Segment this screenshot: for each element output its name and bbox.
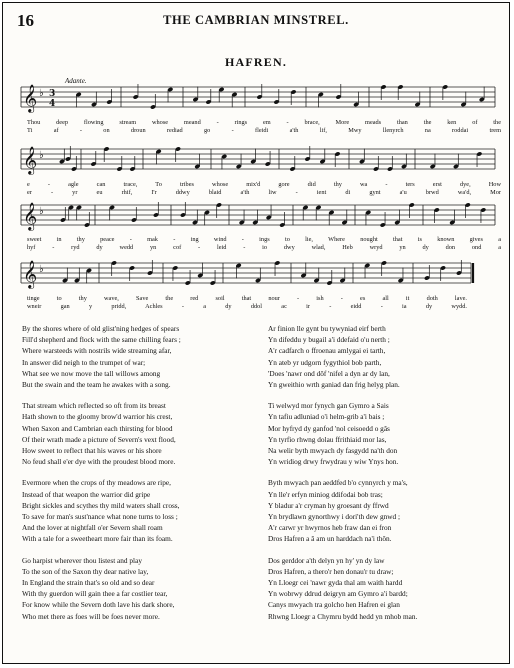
verse-line: Yn brydlawn gynorthwy i dori'th dew gnwd ;	[268, 512, 401, 522]
english-verses	[22, 323, 181, 632]
verse-line: Ar finion lle gynt bu tywyniad eirf berth	[268, 324, 386, 333]
verse-line: Yn lle'r erfyn miniog ddifodai bob tras;	[268, 489, 383, 499]
english-stanza-4	[22, 555, 181, 622]
verse-line: And the lover at nightfall o'er Severn shall roam	[22, 523, 163, 533]
treble-clef-icon: 𝄞	[23, 202, 38, 230]
verse-line: Yn wridiog drwy frwydrau y wiw Ynys hon.	[268, 457, 399, 467]
treble-clef-icon: 𝄞	[23, 146, 38, 174]
page-number: 16	[17, 11, 34, 30]
english-stanza-1	[22, 323, 181, 390]
lyric-welsh-2: er - yr eu rhif, I'r ddwy blaid a'th liw - ient di gynt a'u brwd wa'd, Mor	[27, 189, 501, 196]
verse-line: Yn tafiu adluniad o'i helm-grib a'i bais ;	[268, 412, 385, 422]
verse-line: Of their wrath made a picture of Severn's vext flood,	[22, 434, 176, 444]
lyric-english-2: e - agle can trace, To tribes whose mix'd gore did thy wa - ters erst dye, How	[27, 181, 501, 188]
time-signature: 4	[49, 99, 56, 109]
verse-line: Dros Hafren a â am un harddach na'i thôn.	[268, 534, 392, 544]
lyric-welsh-3: hyf - ryd dy wedd yn cof - leid - io dwy wlad, Heb wryd yn dy don ond a	[27, 244, 501, 251]
verse-line: Yn gweithio wrth ganiad dan frig helyg plan.	[268, 380, 400, 390]
verse-line: Instead of that weapon the warrior did gripe	[22, 489, 151, 499]
verse-line: Rhwng Lloegr a Chymru bydd hedd yn mhob man.	[268, 611, 418, 621]
verse-line: Canys mwyach tra golcho hen Hafren ei glan	[268, 600, 400, 610]
tempo-marking: Adante.	[65, 77, 87, 85]
verse-line: By the shores where of old glist'ning hedges of spears	[22, 324, 180, 333]
welsh-stanza-4	[268, 555, 417, 622]
verse-line: Na welir byth mwyach dy fasgydd na'th don	[268, 446, 398, 456]
flat-icon: ♭	[39, 88, 44, 99]
verse-line: Evermore when the crops of thy meadows are ripe,	[22, 478, 171, 488]
welsh-verses	[268, 323, 417, 632]
verse-line: For know while the Severn doth lave his dark shore,	[22, 600, 175, 610]
lyric-welsh-4: wneir gan y pridd, Achles - a dy ddol ac ir - eidd - ia dy wydd.	[27, 303, 467, 310]
welsh-stanza-3	[268, 477, 417, 544]
verse-line: Dros Hafren, a thero'r hen donau'r tu draw;	[268, 566, 394, 576]
verse-line: But the swain and the team he awakes with a song.	[22, 380, 171, 390]
verse-line: Byth mwyach pan aeddfed b'o cynnyrch y ma's,	[268, 478, 408, 488]
lyric-english-4: tinge to thy wave, Save the red soil that nour - ish - es all it doth lave.	[27, 295, 467, 302]
running-title: THE CAMBRIAN MINSTREL.	[163, 13, 349, 27]
music-score	[3, 3, 511, 333]
flat-icon: ♭	[39, 150, 44, 161]
verse-line: What see we now move the tall willows among	[22, 368, 161, 378]
verse-line: No feud shall e'er dye with the proudest blood more.	[22, 457, 176, 467]
lyric-english-3: sweet in thy peace - mak - ing wind - ings to lie, Where nought that is known gives a	[27, 236, 501, 243]
verse-line: Bright sickles and scythes thy mild waters shall cross,	[22, 500, 180, 510]
verse-line: Yn difeddu y bugail a'i ddefaid o'u nerth ;	[268, 335, 390, 345]
verse-line: When Saxon and Cambrian each thirsting for blood	[22, 423, 173, 433]
verse-line: That stream which reflected so oft from its breast	[22, 401, 166, 411]
verse-line: 'Does 'nawr ond dôf 'nifel a dyn ar dy lan,	[268, 368, 390, 378]
english-stanza-3	[22, 477, 181, 544]
treble-clef-icon: 𝄞	[23, 260, 38, 288]
verse-line: In England the strain that's so old and so dear	[22, 578, 155, 588]
verse-line: Where warsteeds with nostrils wide streaming afar,	[22, 346, 172, 356]
welsh-stanza-1	[268, 323, 417, 390]
verse-line: Y bladur a'r cryman hy groesant dy ffrwd	[268, 500, 389, 510]
verse-line: Go harpist wherever thou listest and play	[22, 555, 142, 565]
verse-line: Fill'd shepherd and flock with the same chilling fears ;	[22, 335, 181, 345]
verse-line: A'r carwr yr hwyrnos heb fraw dan ei fron	[268, 523, 392, 533]
verse-line: Yn ateb yr udgorn fygythiol bob parth,	[268, 357, 382, 367]
english-stanza-2	[22, 400, 181, 467]
verse-line: Yn Lloegr cei 'nawr gyda thal am waith hardd	[268, 578, 403, 588]
verse-line: Yn wobrwy ddrud deigryn am Gymro a'i bardd;	[268, 589, 408, 599]
verse-line: Dos gerddor a'th delyn yn hy' yn dy law	[268, 555, 385, 565]
verse-line: In answer did neigh to the trumpet of war;	[22, 357, 146, 367]
verse-line: To save for man's sust'nance what none turns to loss ;	[22, 512, 178, 522]
flat-icon: ♭	[39, 264, 44, 275]
welsh-stanza-2	[268, 400, 417, 467]
verse-line: Mor hyfryd dy ganfod 'nol ceisoedd o gâs	[268, 423, 390, 433]
verse-line: With thy guerdon will gain thee a far costlier tear,	[22, 589, 168, 599]
verse-line: To the son of the Saxon thy dear native lay,	[22, 566, 149, 576]
lyric-welsh-1: Ti af - on droun rediad go - fleidi a'th lif, Mwy llenyrch na roddai trem	[27, 127, 501, 134]
verse-line: How sweet to reflect that his waves or his shore	[22, 446, 162, 456]
treble-clef-icon: 𝄞	[23, 84, 38, 112]
lyric-english-1: Thou deep flowing stream whose meand - rings em - brace, More meads than the ken of the	[27, 119, 501, 126]
verse-line: Ti welwyd mor fynych gan Gymro a Sais	[268, 401, 389, 411]
song-title: HAFREN.	[224, 55, 288, 69]
page-frame	[2, 2, 510, 664]
verse-line: With a tale for a sweetheart more fair than its foam.	[22, 534, 173, 544]
verse-line: Hath shown to the gloomy brow'd warrior his crest,	[22, 412, 173, 422]
verse-line: A'r cadfarch o ffroenau amlygai ei tarth,	[268, 346, 386, 356]
verse-line: Yn tyrfio rhwng dolau ffrithiaid mor las,	[268, 434, 387, 444]
verse-line: Who met there as foes will be foes never more.	[22, 611, 160, 621]
flat-icon: ♭	[39, 206, 44, 217]
time-signature: 3	[49, 89, 56, 99]
